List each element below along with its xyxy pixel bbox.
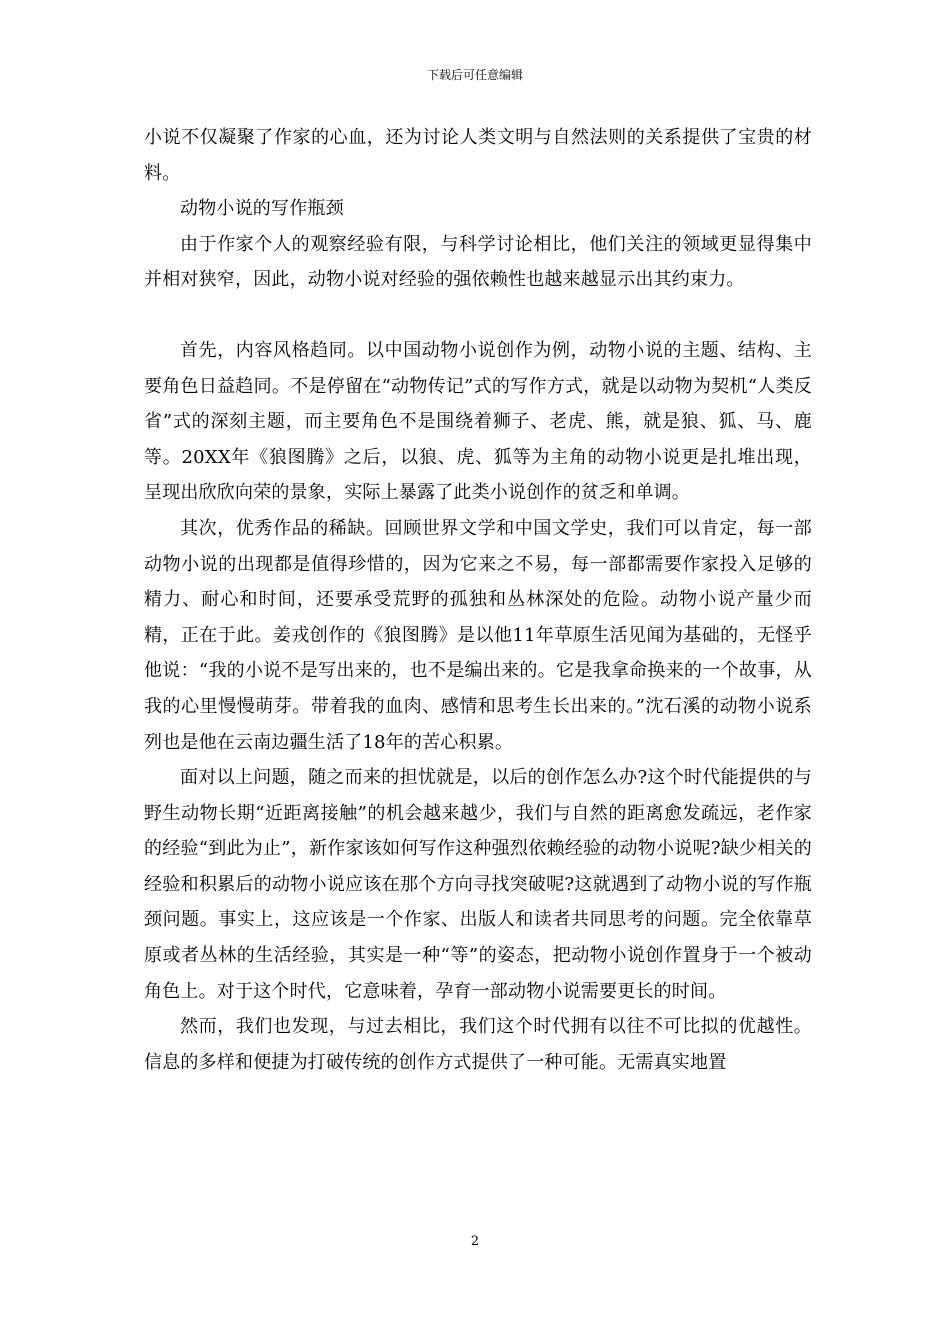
- paragraph-3: 其次，优秀作品的稀缺。回顾世界文学和中国文学史，我们可以肯定，每一部动物小说的出现都是值得珍惜的，因为它来之不易，每一部都需要作家投入足够的精力、耐心和时间，还要承受荒野的孤独和丛林深处的危险。动物小说产量少而精，正在于此。姜戎创作的《狼图腾》是以他11年草原生活见闻为基础的，无怪乎他说：“我的小说不是写出来的，也不是编出来的。它是我拿命换来的一个故事，从我的心里慢慢萌芽。带着我的血肉、感情和思考生长出来的。”沈石溪的动物小说系列也是他在云南边疆生活了18年的苦心积累。: [144, 517, 812, 753]
- paragraph-5: 然而，我们也发现，与过去相比，我们这个时代拥有以往不可比拟的优越性。信息的多样和便捷为打破传统的创作方式提供了一种可能。无需真实地置: [144, 1016, 812, 1073]
- paragraph-2: 首先，内容风格趋同。以中国动物小说创作为例，动物小说的主题、结构、主要角色日益趋同。不是停留在“动物传记”式的写作方式，就是以动物为契机“人类反省”式的深刻主题，而主要角色不是围绕着狮子、老虎、熊，就是狼、狐、马、鹿等。20XX年《狼图腾》之后，以狼、虎、狐等为主角的动物小说更是扎堆出现，呈现出欣欣向荣的景象，实际上暴露了此类小说创作的贫乏和单调。: [144, 339, 812, 504]
- section-heading: 动物小说的写作瓶颈: [180, 198, 344, 220]
- page-number: 2: [470, 1234, 480, 1249]
- paragraph-continued: 小说不仅凝聚了作家的心血，还为讨论人类文明与自然法则的关系提供了宝贵的材料。: [144, 127, 812, 184]
- blank-line: [144, 298, 812, 333]
- document-body: [144, 120, 812, 1080]
- page-header: 下载后可任意编辑: [426, 68, 523, 82]
- paragraph-1: 由于作家个人的观察经验有限，与科学讨论相比，他们关注的领域更显得集中并相对狭窄，因此，动物小说对经验的强依赖性也越来越显示出其约束力。: [144, 233, 812, 291]
- paragraph-4: 面对以上问题，随之而来的担忧就是，以后的创作怎么办?这个时代能提供的与野生动物长期“近距离接触”的机会越来越少，我们与自然的距离愈发疏远，老作家的经验“到此为止”，新作家该如何写作这种强烈依赖经验的动物小说呢?缺少相关的经验和积累后的动物小说应该在那个方向寻找突破呢?这就遇到了动物小说的写作瓶颈问题。事实上，这应该是一个作家、出版人和读者共同思考的问题。完全依靠草原或者丛林的生活经验，其实是一种“等”的姿态，把动物小说创作置身于一个被动角色上。对于这个时代，它意味着，孕育一部动物小说需要更长的时间。: [144, 767, 812, 1002]
